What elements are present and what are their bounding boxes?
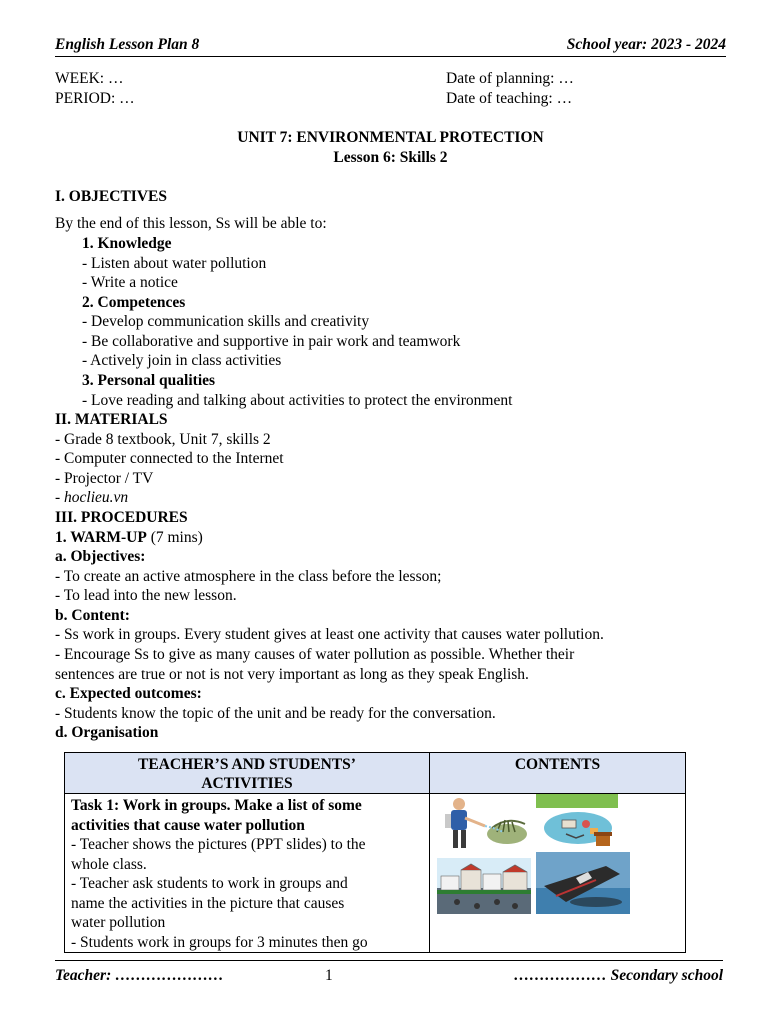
- activity-line: name the activities in the picture that causes: [71, 894, 345, 912]
- date-teaching-field: Date of teaching: …: [446, 90, 573, 107]
- b-content-item: sentences are true or not is not very important as long as they speak English.: [55, 666, 529, 683]
- table-row: [65, 794, 686, 953]
- col1-header-line2: ACTIVITIES: [201, 775, 293, 792]
- a-objectives-heading: a. Objectives:: [55, 548, 146, 565]
- b-content-heading: b. Content:: [55, 607, 130, 624]
- b-content-item: - Encourage Ss to give as many causes of water pollution as possible. Whether their: [55, 646, 575, 663]
- factory-waterfront-picture: [437, 858, 531, 914]
- materials-heading: II. MATERIALS: [55, 411, 168, 428]
- week-field: WEEK: …: [55, 70, 124, 87]
- col-activities-header: [65, 753, 430, 794]
- material-item: - Grade 8 textbook, Unit 7, skills 2: [55, 431, 271, 448]
- page-number: 1: [325, 967, 333, 984]
- material-item: - Computer connected to the Internet: [55, 450, 284, 467]
- col1-header-line1: TEACHER’S AND STUDENTS’: [138, 756, 356, 773]
- warmup-title: 1. WARM-UP: [55, 529, 147, 546]
- competence-item: - Develop communication skills and creativity: [82, 313, 370, 330]
- table-header-row: [65, 753, 686, 794]
- task-title-line2: activities that cause water pollution: [71, 816, 305, 834]
- material-item: - Projector / TV: [55, 470, 154, 487]
- link-prefix: -: [55, 489, 65, 506]
- warmup-time: (7 mins): [146, 529, 203, 546]
- page-footer: [55, 960, 723, 991]
- a-objective-item: - To create an active atmosphere in the class before the lesson;: [55, 568, 442, 585]
- col2-header: CONTENTS: [514, 756, 601, 773]
- task-title-line1: Task 1: Work in groups. Make a list of some: [71, 797, 362, 814]
- competences-heading: 2. Competences: [82, 294, 186, 311]
- qualities-heading: 3. Personal qualities: [82, 372, 216, 389]
- trash-on-river-picture: [536, 794, 618, 850]
- header-left: English Lesson Plan 8: [55, 36, 200, 53]
- activities-cell: [65, 794, 430, 953]
- competence-item: - Be collaborative and supportive in pair work and teamwork: [82, 333, 461, 350]
- knowledge-item: - Write a notice: [82, 274, 178, 291]
- man-spraying-picture: [437, 794, 531, 850]
- a-objective-item: - To lead into the new lesson.: [55, 587, 237, 604]
- lesson-title: Lesson 6: Skills 2: [333, 149, 448, 166]
- warmup-heading: [55, 528, 203, 548]
- knowledge-item: - Listen about water pollution: [82, 255, 267, 272]
- objectives-heading: I. OBJECTIVES: [55, 188, 167, 205]
- c-outcomes-heading: c. Expected outcomes:: [55, 685, 202, 702]
- d-organisation-heading: d. Organisation: [55, 724, 159, 741]
- footer-teacher: Teacher: …………………: [55, 967, 224, 984]
- activity-line: - Teacher ask students to work in groups and: [71, 875, 348, 892]
- contents-cell: [430, 794, 686, 953]
- footer-school: ……………… Secondary school: [513, 967, 723, 984]
- quality-item: - Love reading and talking about activities to protect the environment: [82, 392, 513, 409]
- organisation-table: [64, 752, 686, 953]
- hoclieu-link[interactable]: hoclieu.vn: [64, 489, 129, 506]
- competence-item: - Actively join in class activities: [82, 352, 282, 369]
- knowledge-heading: 1. Knowledge: [82, 235, 172, 252]
- period-field: PERIOD: …: [55, 90, 135, 107]
- activity-line: water pollution: [71, 914, 166, 931]
- header-right: School year: 2023 - 2024: [566, 36, 726, 53]
- unit-title: UNIT 7: ENVIRONMENTAL PROTECTION: [237, 129, 544, 146]
- material-item-link: [55, 488, 128, 508]
- activity-line: whole class.: [71, 855, 147, 873]
- b-content-item: - Ss work in groups. Every student gives at least one activity that causes water pollution.: [55, 626, 604, 643]
- objectives-intro: By the end of this lesson, Ss will be able to:: [55, 215, 327, 232]
- procedures-heading: III. PROCEDURES: [55, 509, 188, 526]
- c-outcome-item: - Students know the topic of the unit and be ready for the conversation.: [55, 705, 496, 722]
- activity-line: - Teacher shows the pictures (PPT slides) to the: [71, 836, 366, 853]
- sinking-ship-picture: [536, 852, 630, 914]
- page-header: [55, 34, 726, 57]
- col-contents-header: [430, 753, 686, 794]
- activity-line: - Students work in groups for 3 minutes then go: [71, 933, 368, 951]
- date-planning-field: Date of planning: …: [446, 70, 574, 87]
